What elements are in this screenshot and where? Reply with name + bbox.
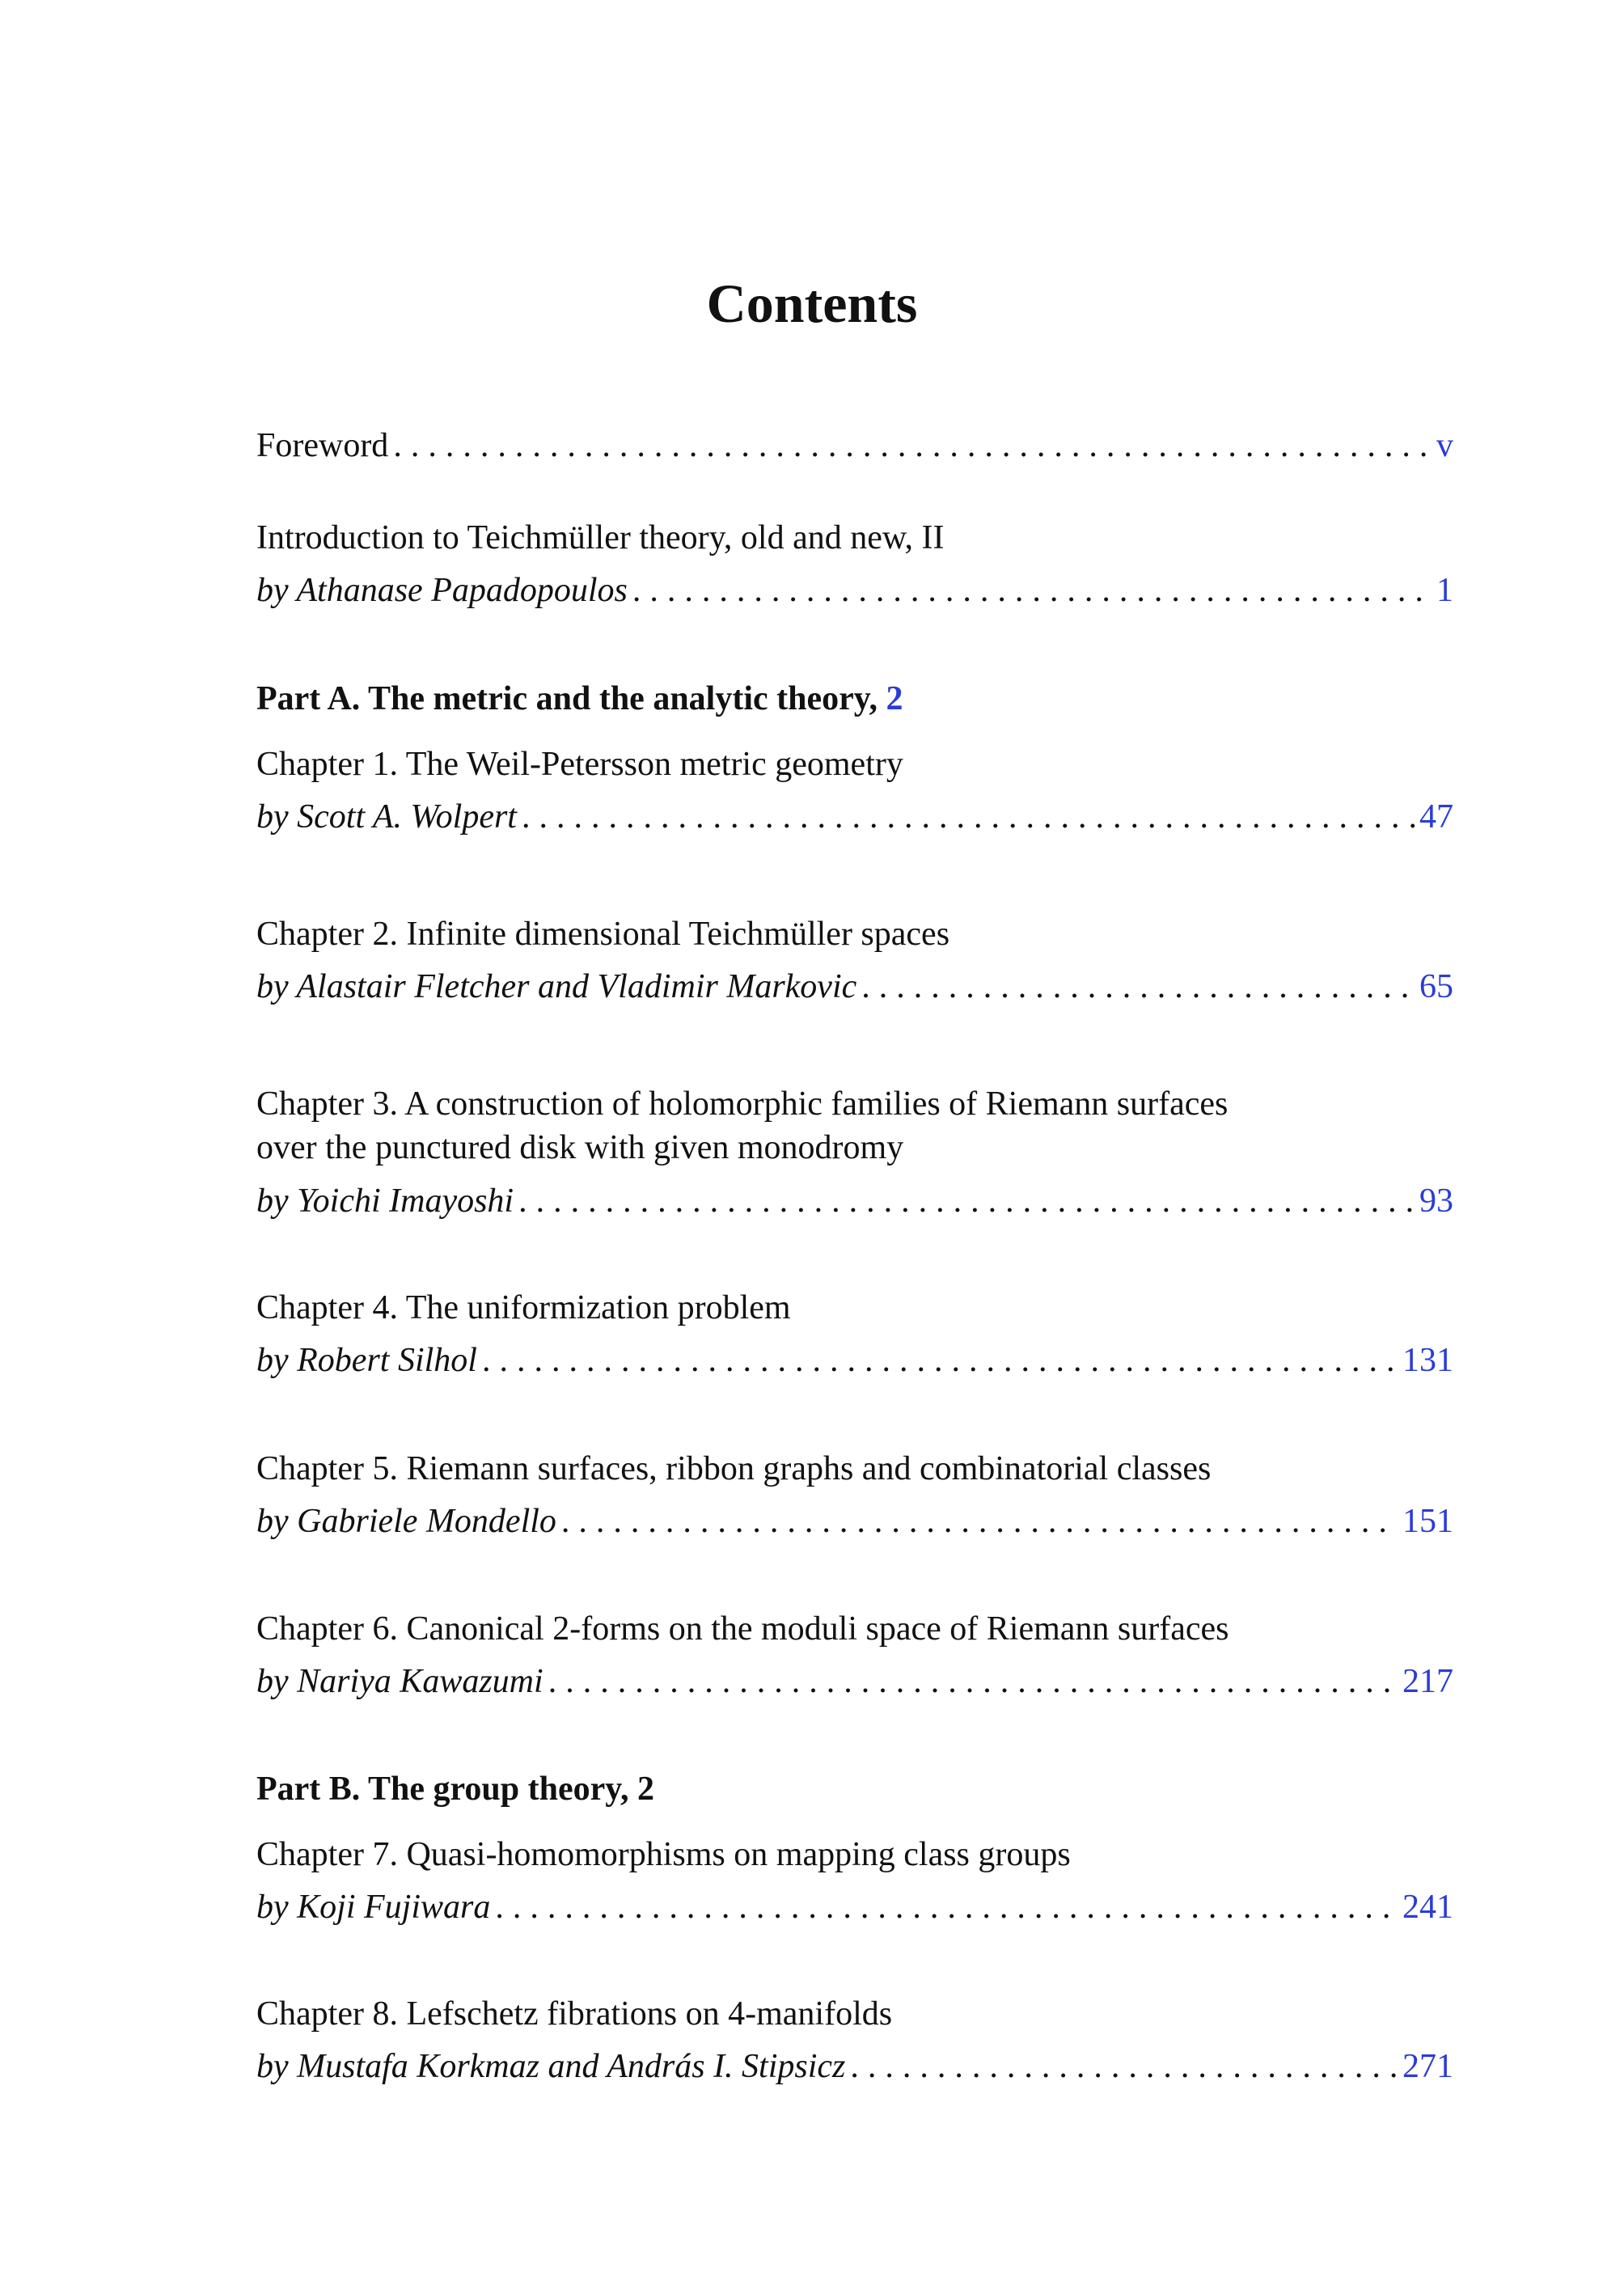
foreword-label: Foreword [256,427,389,464]
chapter-3-page-link[interactable]: 93 [1419,1182,1453,1220]
introduction-author: by Athanase Papadopoulos [256,572,628,609]
leader-dots [495,1885,1398,1929]
chapter-5-page-link[interactable]: 151 [1402,1503,1453,1540]
chapter-1-title: Chapter 1. The Weil-Petersson metric geometry [256,746,903,783]
foreword-page-link[interactable]: v [1436,427,1453,464]
part-a-volume-link[interactable]: 2 [886,680,903,717]
part-a-heading [256,677,1453,721]
leader-dots [548,1660,1398,1703]
chapter-2-page-link[interactable]: 65 [1419,968,1453,1005]
leader-dots [561,1500,1398,1543]
leader-dots [482,1339,1398,1382]
chapter-6-page-link[interactable]: 217 [1402,1663,1453,1700]
page-title: Contents [706,273,918,334]
chapter-3-author: by Yoichi Imayoshi [256,1182,514,1220]
chapter-8-page-link[interactable]: 271 [1402,2048,1453,2085]
chapter-4-title: Chapter 4. The uniformization problem [256,1289,791,1326]
leader-dots [850,2045,1398,2088]
toc-entry-chapter-8[interactable] [256,2045,1453,2088]
chapter-7-title: Chapter 7. Quasi-homomorphisms on mapping class groups [256,1836,1071,1873]
leader-dots [393,424,1432,467]
chapter-5-author: by Gabriele Mondello [256,1503,556,1540]
chapter-6-title: Chapter 6. Canonical 2-forms on the moduli space of Riemann surfaces [256,1610,1229,1648]
chapter-4-author: by Robert Silhol [256,1342,477,1379]
chapter-8-title: Chapter 8. Lefschetz fibrations on 4-manifolds [256,1995,893,2033]
chapter-7-author: by Koji Fujiwara [256,1889,491,1926]
toc-entry-chapter-4[interactable] [256,1339,1453,1382]
chapter-4-page-link[interactable]: 131 [1402,1342,1453,1379]
toc-entry-chapter-5[interactable] [256,1500,1453,1543]
chapter-1-author: by Scott A. Wolpert [256,798,517,836]
part-b-heading: Part B. The group theory, 2 [256,1771,654,1808]
leader-dots [861,965,1415,1009]
part-a-label: Part A. The metric and the analytic theory, [256,680,878,717]
introduction-page-link[interactable]: 1 [1436,572,1453,609]
chapter-2-author: by Alastair Fletcher and Vladimir Markovic [256,968,857,1005]
chapter-6-author: by Nariya Kawazumi [256,1663,543,1700]
chapter-2-title: Chapter 2. Infinite dimensional Teichmüller spaces [256,916,950,953]
toc-entry-chapter-1[interactable] [256,795,1453,839]
leader-dots [632,569,1432,612]
chapter-5-title: Chapter 5. Riemann surfaces, ribbon graphs and combinatorial classes [256,1450,1212,1487]
toc-entry-foreword[interactable] [256,424,1453,467]
chapter-1-page-link[interactable]: 47 [1419,798,1453,836]
chapter-3-title: Chapter 3. A construction of holomorphic families of Riemann surfaces [256,1085,1229,1123]
chapter-8-author: by Mustafa Korkmaz and András I. Stipsicz [256,2048,846,2085]
chapter-3-title-line-2: over the punctured disk with given monodromy [256,1129,904,1166]
introduction-title: Introduction to Teichmüller theory, old and new, II [256,519,945,556]
toc-entry-chapter-3[interactable] [256,1179,1453,1223]
leader-dots [518,1179,1415,1223]
toc-entry-introduction[interactable] [256,569,1453,612]
leader-dots [522,795,1415,839]
chapter-7-page-link[interactable]: 241 [1402,1889,1453,1926]
toc-entry-chapter-2[interactable] [256,965,1453,1009]
toc-entry-chapter-6[interactable] [256,1660,1453,1703]
toc-entry-chapter-7[interactable] [256,1885,1453,1929]
